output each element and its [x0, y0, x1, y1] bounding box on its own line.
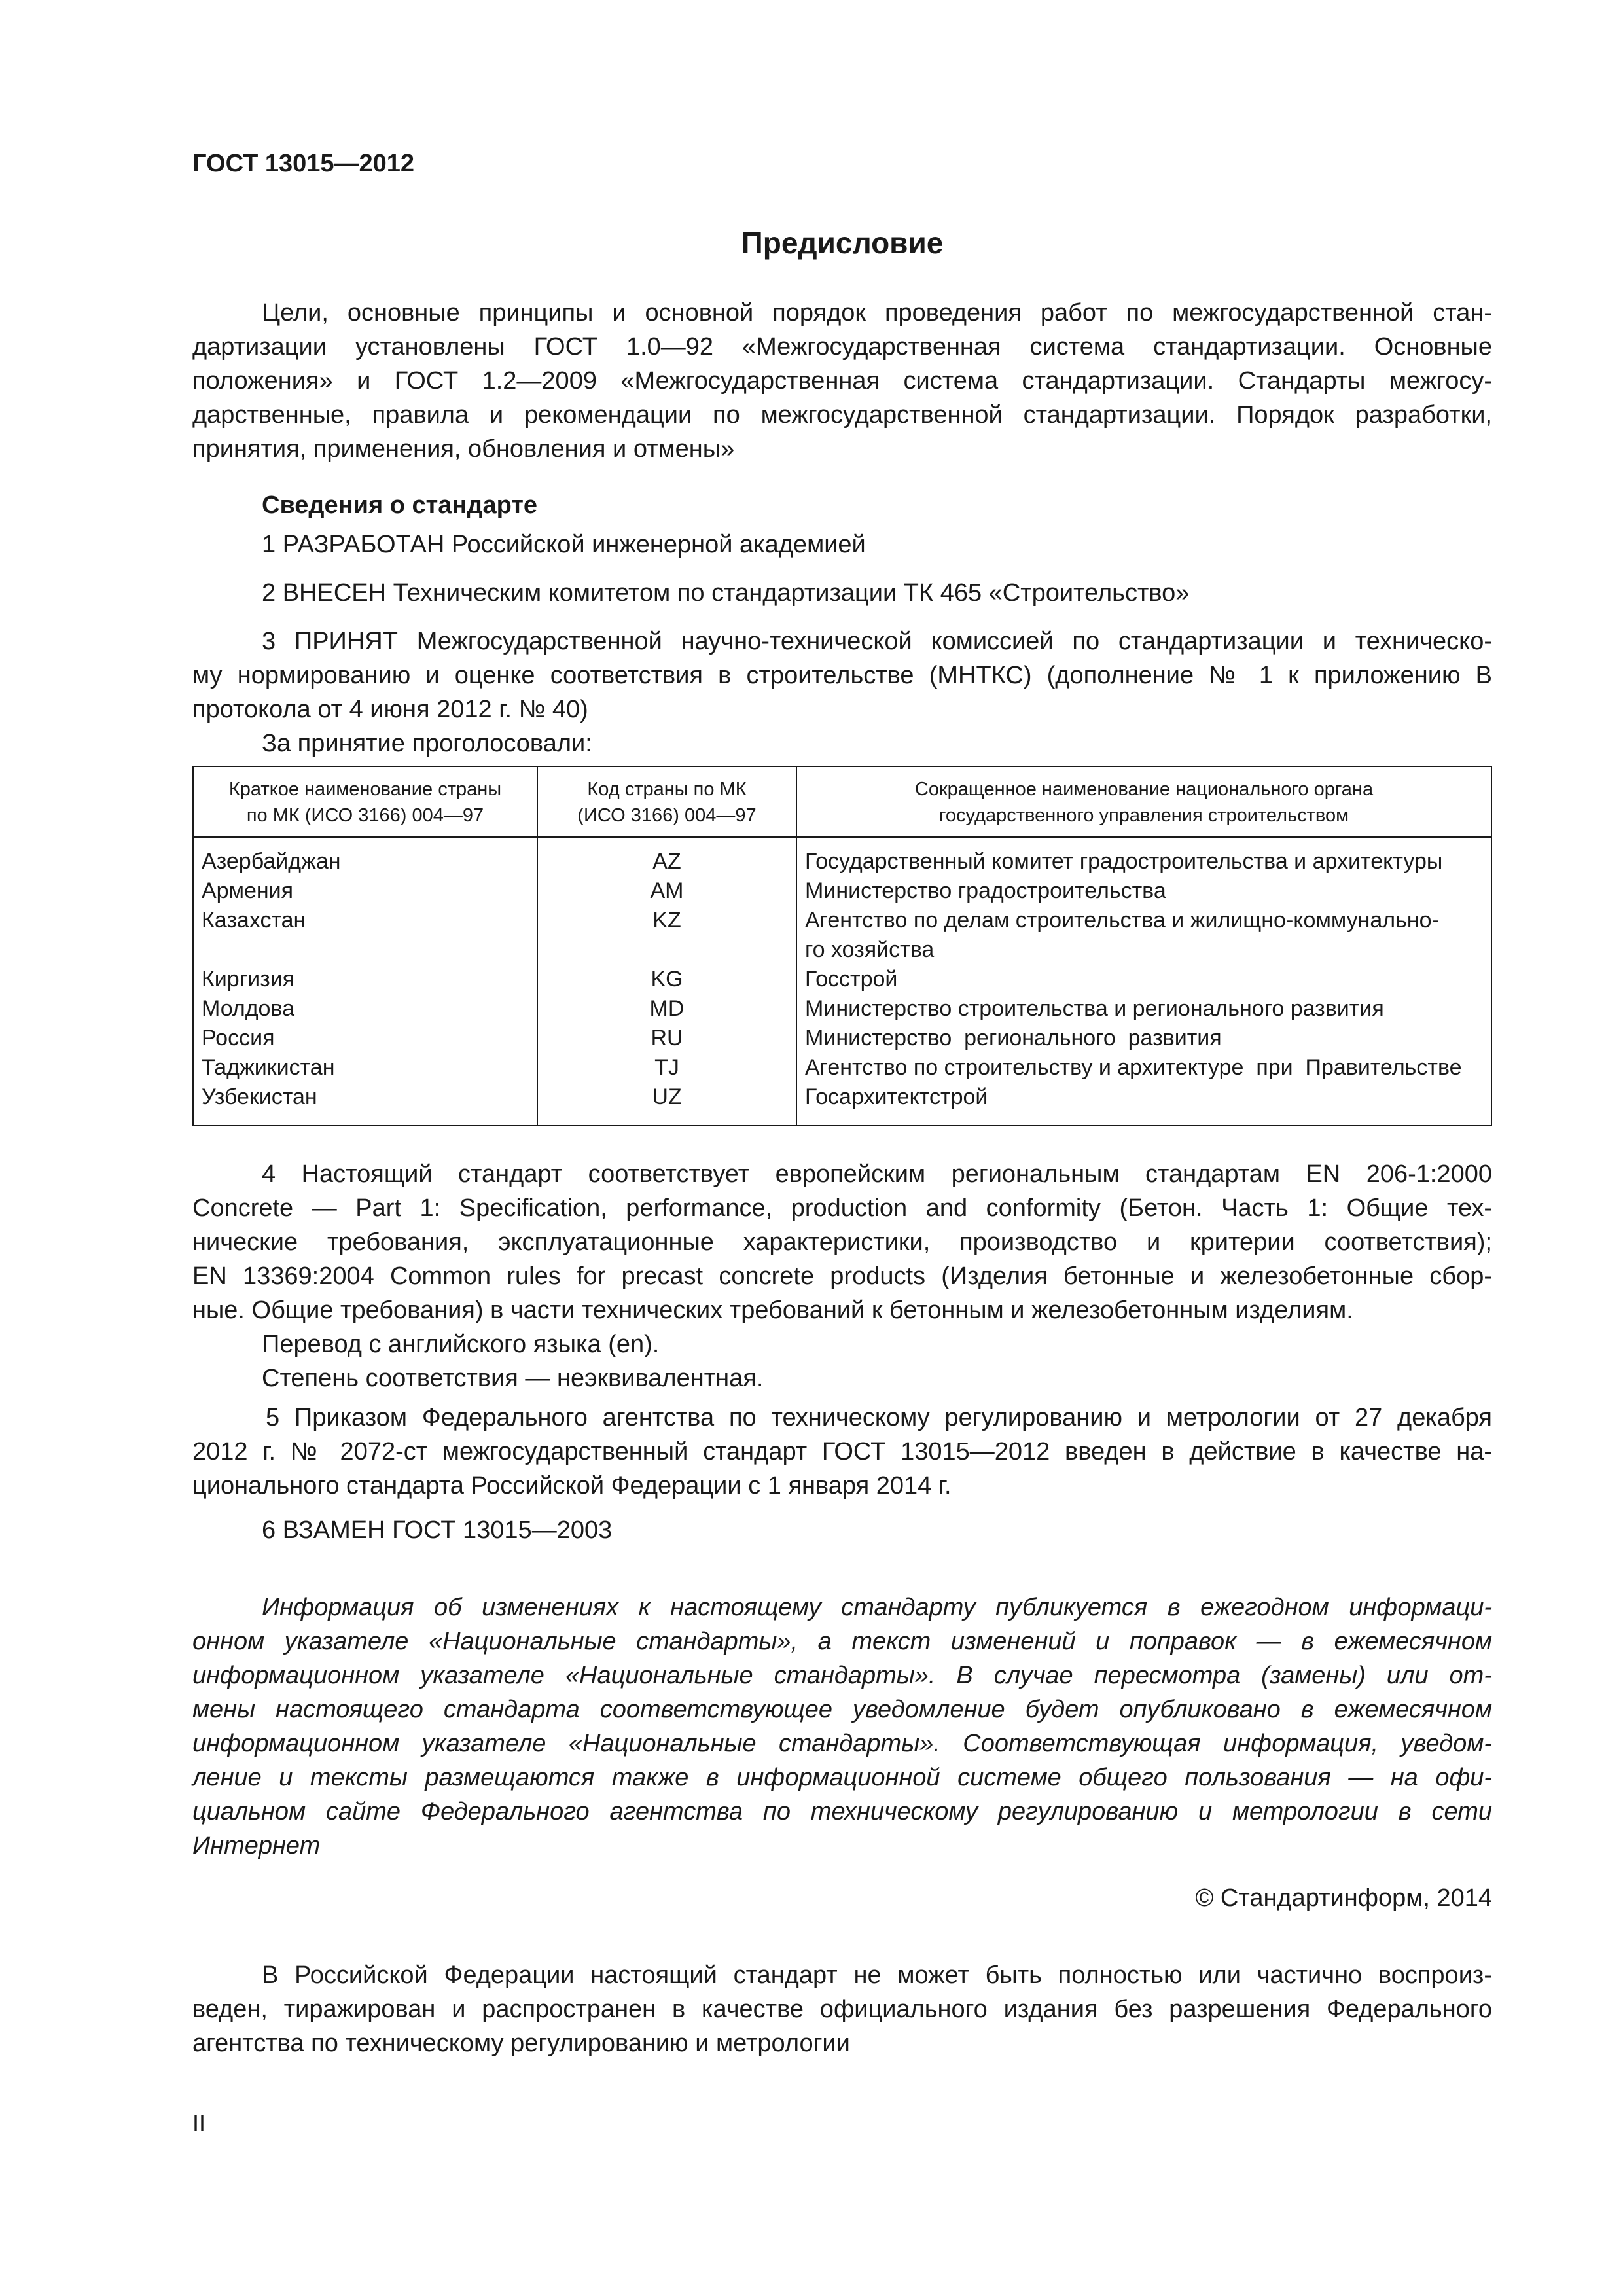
restriction-line: В Российской Федерации настоящий стандарт не может быть полностью или частично воспроиз-	[262, 1962, 1492, 1989]
org-line: Министерство градостроительства	[805, 878, 1166, 903]
table-cell-country: Молдова	[193, 994, 537, 1024]
table-cell-code: UZ	[537, 1083, 796, 1126]
intro-line: дарственные, правила и рекомендации по межгосударственной стандартизации. Порядок разработки,	[192, 401, 1492, 429]
intro-line: дартизации установлены ГОСТ 1.0—92 «Межгосударственная система стандартизации. Основные	[192, 333, 1492, 361]
header-line: Код страны по МК	[587, 779, 747, 800]
notice-line: информационном указателе «Национальные стандарты». В случае пересмотра (замены) или от-	[192, 1662, 1492, 1689]
table-cell-country: Киргизия	[193, 965, 537, 994]
org-line: Министерство регионального развития	[805, 1026, 1222, 1050]
table-cell-organization	[796, 876, 1491, 906]
intro-line: принятия, применения, обновления и отмены»	[192, 435, 735, 463]
item-2: 2 ВНЕСЕН Техническим комитетом по стандартизации ТК 465 «Строительство»	[262, 579, 1190, 607]
table-header-row	[193, 766, 1491, 837]
info-heading: Сведения о стандарте	[262, 492, 538, 519]
table-row	[193, 1083, 1491, 1126]
org-line: Агентство по делам строительства и жилищно-коммунально-	[805, 908, 1439, 933]
item-4-line: 4 Настоящий стандарт соответствует европейским региональным стандартам EN 206-1:2000	[262, 1160, 1492, 1188]
item-4-line: нические требования, эксплуатационные характеристики, производство и критерии соответствия);	[192, 1229, 1492, 1256]
notice-line: Информация об изменениях к настоящему стандарту публикуется в ежегодном информаци-	[262, 1594, 1492, 1621]
item-4-line: ные. Общие требования) в части технических требований к бетонным и железобетонным изделиям.	[192, 1297, 1353, 1324]
table-cell-country: Армения	[193, 876, 537, 906]
notice-line: Интернет	[192, 1832, 321, 1859]
table-row	[193, 876, 1491, 906]
table-cell-code: RU	[537, 1024, 796, 1053]
org-line: Госстрой	[805, 967, 898, 992]
org-line: Государственный комитет градостроительства и архитектуры	[805, 849, 1443, 874]
header-line: Сокращенное наименование национального органа	[914, 779, 1374, 800]
table-cell-code: KZ	[537, 906, 796, 965]
notice-line: ление и тексты размещаются также в информационной системе общего пользования — на офи-	[192, 1764, 1492, 1791]
voting-table	[192, 766, 1492, 1126]
item-6: 6 ВЗАМЕН ГОСТ 13015—2003	[262, 1516, 613, 1544]
voted-label: За принятие проголосовали:	[262, 730, 592, 757]
intro-paragraph	[192, 296, 1492, 466]
header-line: Краткое наименование страны	[228, 779, 502, 800]
item-3	[192, 624, 1492, 761]
header-line: по МК (ИСО 3166) 004—97	[246, 805, 484, 826]
org-line: Агентство по строительству и архитектуре при Правительстве	[805, 1055, 1462, 1080]
table-cell-organization	[796, 965, 1491, 994]
table-cell-code: TJ	[537, 1053, 796, 1083]
notice-line: мены настоящего стандарта соответствующее уведомление будет опубликовано в ежемесячном	[192, 1696, 1492, 1723]
table-cell-country: Таджикистан	[193, 1053, 537, 1083]
page-number: II	[192, 2109, 206, 2136]
table-header-code	[537, 766, 796, 837]
item-5	[192, 1401, 1492, 1503]
copyright-line: © Стандартинформ, 2014	[1195, 1884, 1492, 1912]
page-title: Предисловие	[741, 226, 944, 260]
item-4-line: Concrete — Part 1: Specification, performance, production and conformity (Бетон. Часть 1: Общие тех-	[192, 1194, 1492, 1222]
org-line: Министерство строительства и регионального развития	[805, 996, 1384, 1021]
table-cell-code: KG	[537, 965, 796, 994]
restriction-line: агентства по техническому регулированию и метрологии	[192, 2030, 850, 2057]
item-5-line: 5 Приказом Федерального агентства по техническому регулированию и метрологии от 27 декабря	[266, 1404, 1492, 1431]
table-cell-country: Россия	[193, 1024, 537, 1053]
org-line: Госархитектстрой	[805, 1085, 988, 1109]
notice-line: циальном сайте Федерального агентства по техническому регулированию и метрологии в сети	[192, 1798, 1492, 1825]
table-header-country	[193, 766, 537, 837]
restriction-paragraph	[192, 1958, 1492, 2060]
header-line: (ИСО 3166) 004—97	[577, 805, 757, 826]
translation-note: Перевод с английского языка (en).	[262, 1331, 660, 1358]
document-code-header: ГОСТ 13015—2012	[192, 150, 415, 177]
table-cell-organization	[796, 994, 1491, 1024]
table-cell-organization	[796, 1024, 1491, 1053]
table-row	[193, 994, 1491, 1024]
conformity-note: Степень соответствия — неэквивалентная.	[262, 1365, 764, 1392]
org-line: го хозяйства	[805, 937, 935, 962]
item-5-line: 2012 г. № 2072-ст межгосударственный стандарт ГОСТ 13015—2012 введен в действие в качестве на-	[192, 1438, 1492, 1465]
notice-line: информационном указателе «Национальные стандарты». Соответствующая информация, уведом-	[192, 1730, 1492, 1757]
table-cell-organization	[796, 1053, 1491, 1083]
item-3-line: 3 ПРИНЯТ Межгосударственной научно-технической комиссией по стандартизации и техническо-	[262, 628, 1492, 655]
table-row	[193, 1024, 1491, 1053]
table-cell-code: AZ	[537, 837, 796, 876]
intro-line: положения» и ГОСТ 1.2—2009 «Межгосударственная система стандартизации. Стандарты межгосу-	[192, 367, 1492, 395]
table-cell-code: AM	[537, 876, 796, 906]
table-cell-country: Казахстан	[193, 906, 537, 965]
table-cell-organization	[796, 906, 1491, 965]
item-3-line: протокола от 4 июня 2012 г. № 40)	[192, 696, 588, 723]
table-cell-organization	[796, 1083, 1491, 1126]
header-line: государственного управления строительством	[938, 805, 1349, 826]
item-5-line: ционального стандарта Российской Федерации с 1 января 2014 г.	[192, 1472, 952, 1499]
table-header-organization	[796, 766, 1491, 837]
table-cell-country: Узбекистан	[193, 1083, 537, 1126]
table-row	[193, 837, 1491, 876]
item-4-line: EN 13369:2004 Common rules for precast concrete products (Изделия бетонные и железобетонные сбор-	[192, 1263, 1492, 1290]
item-3-line: му нормированию и оценке соответствия в строительстве (МНТКС) (дополнение № 1 к приложению В	[192, 662, 1492, 689]
table-row	[193, 906, 1491, 965]
table-row	[193, 965, 1491, 994]
notice-line: онном указателе «Национальные стандарты», а текст изменений и поправок — в ежемесячном	[192, 1628, 1492, 1655]
changes-notice	[192, 1590, 1492, 1863]
item-1: 1 РАЗРАБОТАН Российской инженерной академией	[262, 531, 866, 558]
item-4	[192, 1157, 1492, 1395]
table-cell-organization	[796, 837, 1491, 876]
table-cell-country: Азербайджан	[193, 837, 537, 876]
table-cell-code: MD	[537, 994, 796, 1024]
intro-line: Цели, основные принципы и основной порядок проведения работ по межгосударственной стан-	[262, 299, 1492, 327]
restriction-line: веден, тиражирован и распространен в качестве официального издания без разрешения Федерального	[192, 1996, 1492, 2023]
table-row	[193, 1053, 1491, 1083]
